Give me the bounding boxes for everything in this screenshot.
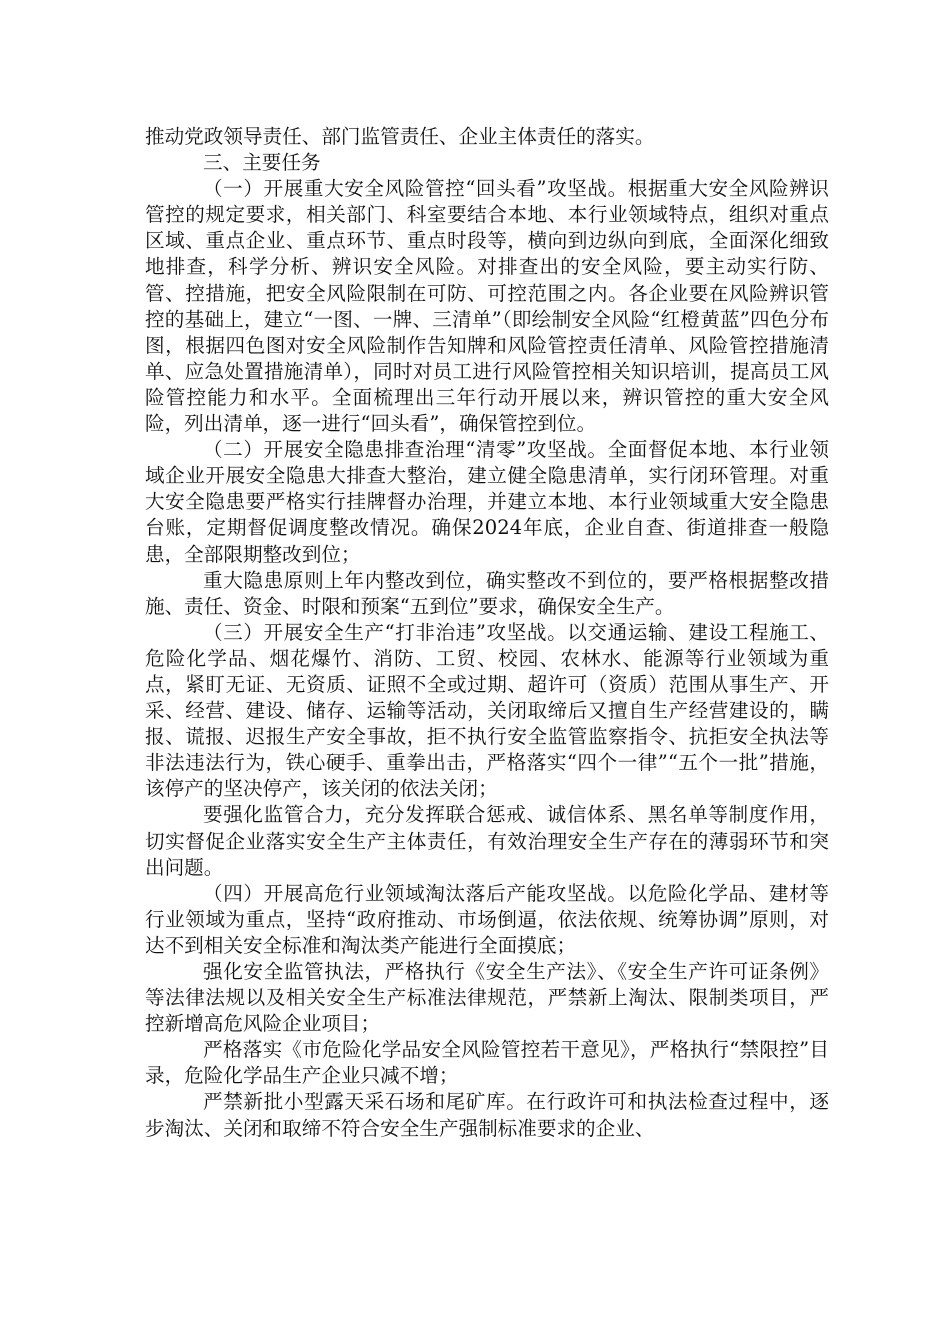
paragraph-task-3-cont: 要强化监管合力，充分发挥联合惩戒、诚信体系、黑名单等制度作用，切实督促企业落实安全生产主体责任，有效治理安全生产存在的薄弱环节和突出问题。	[145, 803, 829, 879]
paragraph-task-2-cont: 重大隐患原则上年内整改到位，确实整改不到位的，要严格根据整改措施、责任、资金、时限和预案“五到位”要求，确保安全生产。	[145, 568, 829, 618]
paragraph-task-4-cont-1: 强化安全监管执法，严格执行《安全生产法》、《安全生产许可证条例》等法律法规以及相关安全生产标准法律规范，严禁新上淘汰、限制类项目，严控新增高危风险企业项目；	[145, 960, 829, 1036]
paragraph-task-3: （三）开展安全生产“打非治违”攻坚战。以交通运输、建设工程施工、危险化学品、烟花爆竹、消防、工贸、校园、农林水、能源等行业领域为重点，紧盯无证、无资质、证照不全或过期、超许可（资质）范围从事生产、开采、经营、建设、储存、运输等活动，关闭取缔后又擅自生产经营建设的，瞒报、谎报、迟报生产安全事故，拒不执行安全监管监察指令、抗拒安全执法等非法违法行为，铁心硬手、重拳出击，严格落实“四个一律”“五个一批”措施，该停产的坚决停产，该关闭的依法关闭；	[145, 620, 829, 801]
paragraph-continuation: 推动党政领导责任、部门监管责任、企业主体责任的落实。	[145, 125, 655, 148]
paragraph-task-4-cont-3: 严禁新批小型露天采石场和尾矿库。在行政许可和执法检查过程中，逐步淘汰、关闭和取缔不符合安全生产强制标准要求的企业、	[145, 1090, 829, 1140]
paragraph-task-4-cont-2: 严格落实《市危险化学品安全风险管控若干意见》，严格执行“禁限控”目录，危险化学品生产企业只减不增；	[145, 1038, 829, 1088]
document-body	[145, 124, 829, 1142]
section-heading-main-tasks: 三、主要任务	[203, 151, 321, 175]
paragraph-task-1: （一）开展重大安全风险管控“回头看”攻坚战。根据重大安全风险辨识管控的规定要求，相关部门、科室要结合本地、本行业领域特点，组织对重点区域、重点企业、重点环节、重点时段等，横向到边纵向到底，全面深化细致地排查，科学分析、辨识安全风险。对排查出的安全风险，要主动实行防、管、控措施，把安全风险限制在可防、可控范围之内。各企业要在风险辨识管控的基础上，建立“一图、一牌、三清单”（即绘制安全风险“红橙黄蓝”四色分布图，根据四色图对安全风险制作告知牌和风险管控责任清单、风险管控措施清单、应急处置措施清单），同时对员工进行风险管控相关知识培训，提高员工风险管控能力和水平。全面梳理出三年行动开展以来，辨识管控的重大安全风险，列出清单，逐一进行“回头看”，确保管控到位。	[145, 177, 829, 436]
paragraph-task-2: （二）开展安全隐患排查治理“清零”攻坚战。全面督促本地、本行业领域企业开展安全隐患大排查大整治，建立健全隐患清单，实行闭环管理。对重大安全隐患要严格实行挂牌督办治理，并建立本地、本行业领域重大安全隐患台账，定期督促调度整改情况。确保2024年底，企业自查、街道排查一般隐患，全部限期整改到位；	[145, 438, 829, 566]
paragraph-task-4: （四）开展高危行业领域淘汰落后产能攻坚战。以危险化学品、建材等行业领域为重点，坚持“政府推动、市场倒逼，依法依规、统筹协调”原则，对达不到相关安全标准和淘汰类产能进行全面摸底；	[145, 881, 829, 957]
